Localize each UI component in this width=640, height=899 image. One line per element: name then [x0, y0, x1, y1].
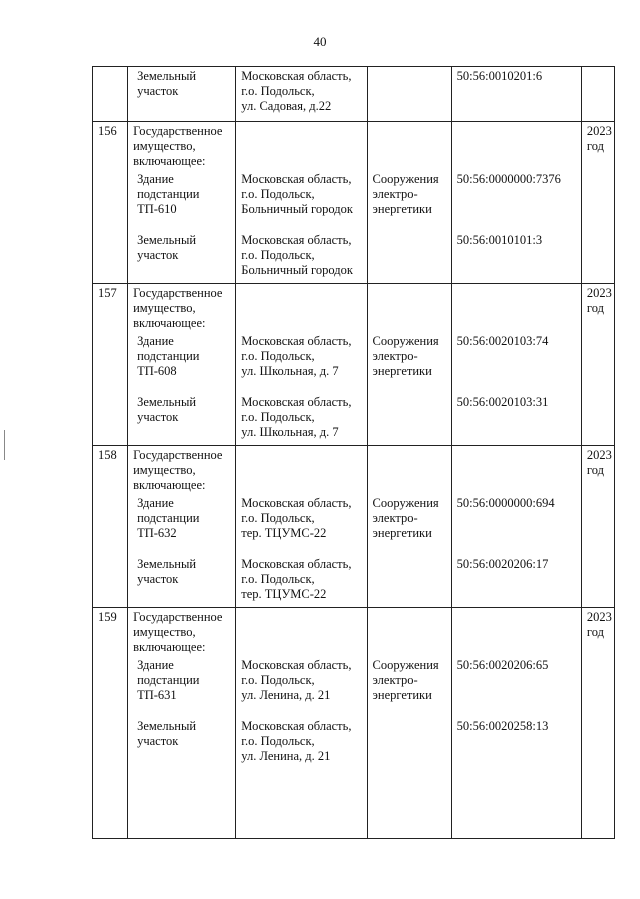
item-name-cell — [128, 284, 236, 446]
item-name: Здание подстанции ТП-631 — [137, 658, 200, 702]
row-number-cell — [93, 446, 128, 608]
row-number: 157 — [98, 286, 117, 300]
item-name: Земельный участок — [137, 557, 197, 586]
item-purpose: Сооружения электро- энергетики — [372, 658, 439, 702]
item-name: Земельный участок — [137, 719, 197, 748]
address-cell — [236, 446, 367, 608]
property-table — [92, 66, 615, 839]
address-cell — [236, 122, 367, 284]
item-name-cell — [128, 446, 236, 608]
cadastral-cell — [451, 67, 581, 122]
cadastral-number: 50:56:0000000:694 — [456, 496, 555, 510]
year-cell — [581, 67, 614, 122]
cadastral-number: 50:56:0020103:74 — [456, 334, 549, 348]
cadastral-number: 50:56:0020206:65 — [456, 658, 549, 672]
table-row — [93, 122, 615, 284]
item-name: Земельный участок — [137, 395, 197, 424]
year-cell — [581, 608, 614, 839]
item-name-cell — [128, 122, 236, 284]
item-address: Московская область, г.о. Подольск, тер. ТЦУМС-22 — [241, 557, 352, 601]
row-number-cell — [93, 284, 128, 446]
cadastral-number: 50:56:0010101:3 — [456, 233, 543, 247]
scan-mark — [4, 430, 5, 460]
year: 2023 год — [586, 610, 612, 639]
address-cell — [236, 67, 367, 122]
item-name-cell — [128, 67, 236, 122]
cadastral-number: 50:56:0010201:6 — [456, 69, 543, 83]
row-number-cell — [93, 122, 128, 284]
page-number: 40 — [313, 34, 327, 49]
row-number: 156 — [98, 124, 117, 138]
cadastral-cell — [451, 284, 581, 446]
table-row — [93, 446, 615, 608]
year-cell — [581, 284, 614, 446]
row-number: 158 — [98, 448, 117, 462]
row-number: 159 — [98, 610, 117, 624]
cadastral-number: 50:56:0020258:13 — [456, 719, 549, 733]
item-name: Здание подстанции ТП-632 — [137, 496, 200, 540]
item-address: Московская область, г.о. Подольск, ул. Ленина, д. 21 — [241, 719, 352, 763]
year: 2023 год — [586, 448, 612, 477]
item-name: Земельный участок — [137, 233, 197, 262]
item-name-cell — [128, 608, 236, 839]
year-cell — [581, 446, 614, 608]
address-cell — [236, 608, 367, 839]
purpose-cell — [367, 446, 451, 608]
purpose-cell — [367, 122, 451, 284]
year: 2023 год — [586, 124, 612, 153]
purpose-cell — [367, 67, 451, 122]
item-name: Земельный участок — [137, 69, 197, 98]
table-row — [93, 284, 615, 446]
item-address: Московская область, г.о. Подольск, ул. Школьная, д. 7 — [241, 334, 352, 378]
table-row — [93, 608, 615, 839]
item-name: Здание подстанции ТП-610 — [137, 172, 200, 216]
group-header: Государственное имущество, включающее: — [133, 448, 223, 492]
item-address: Московская область, г.о. Подольск, ул. Школьная, д. 7 — [241, 395, 352, 439]
cadastral-cell — [451, 446, 581, 608]
cadastral-number: 50:56:0000000:7376 — [456, 172, 561, 186]
item-address: Московская область, г.о. Подольск, тер. ТЦУМС-22 — [241, 496, 352, 540]
item-address: Московская область, г.о. Подольск, ул. Ленина, д. 21 — [241, 658, 352, 702]
purpose-cell — [367, 284, 451, 446]
item-purpose: Сооружения электро- энергетики — [372, 172, 439, 216]
row-number-cell — [93, 608, 128, 839]
item-address: Московская область, г.о. Подольск, Больничный городок — [241, 233, 353, 277]
item-address: Московская область, г.о. Подольск, Больничный городок — [241, 172, 353, 216]
item-address: Московская область, г.о. Подольск, ул. Садовая, д.22 — [241, 69, 352, 113]
group-header: Государственное имущество, включающее: — [133, 286, 223, 330]
table-row — [93, 67, 615, 122]
cadastral-cell — [451, 122, 581, 284]
item-name: Здание подстанции ТП-608 — [137, 334, 200, 378]
cadastral-number: 50:56:0020206:17 — [456, 557, 549, 571]
group-header: Государственное имущество, включающее: — [133, 610, 223, 654]
address-cell — [236, 284, 367, 446]
cadastral-cell — [451, 608, 581, 839]
cadastral-number: 50:56:0020103:31 — [456, 395, 549, 409]
year-cell — [581, 122, 614, 284]
item-purpose: Сооружения электро- энергетики — [372, 334, 439, 378]
row-number-cell — [93, 67, 128, 122]
year: 2023 год — [586, 286, 612, 315]
item-purpose: Сооружения электро- энергетики — [372, 496, 439, 540]
group-header: Государственное имущество, включающее: — [133, 124, 223, 168]
purpose-cell — [367, 608, 451, 839]
